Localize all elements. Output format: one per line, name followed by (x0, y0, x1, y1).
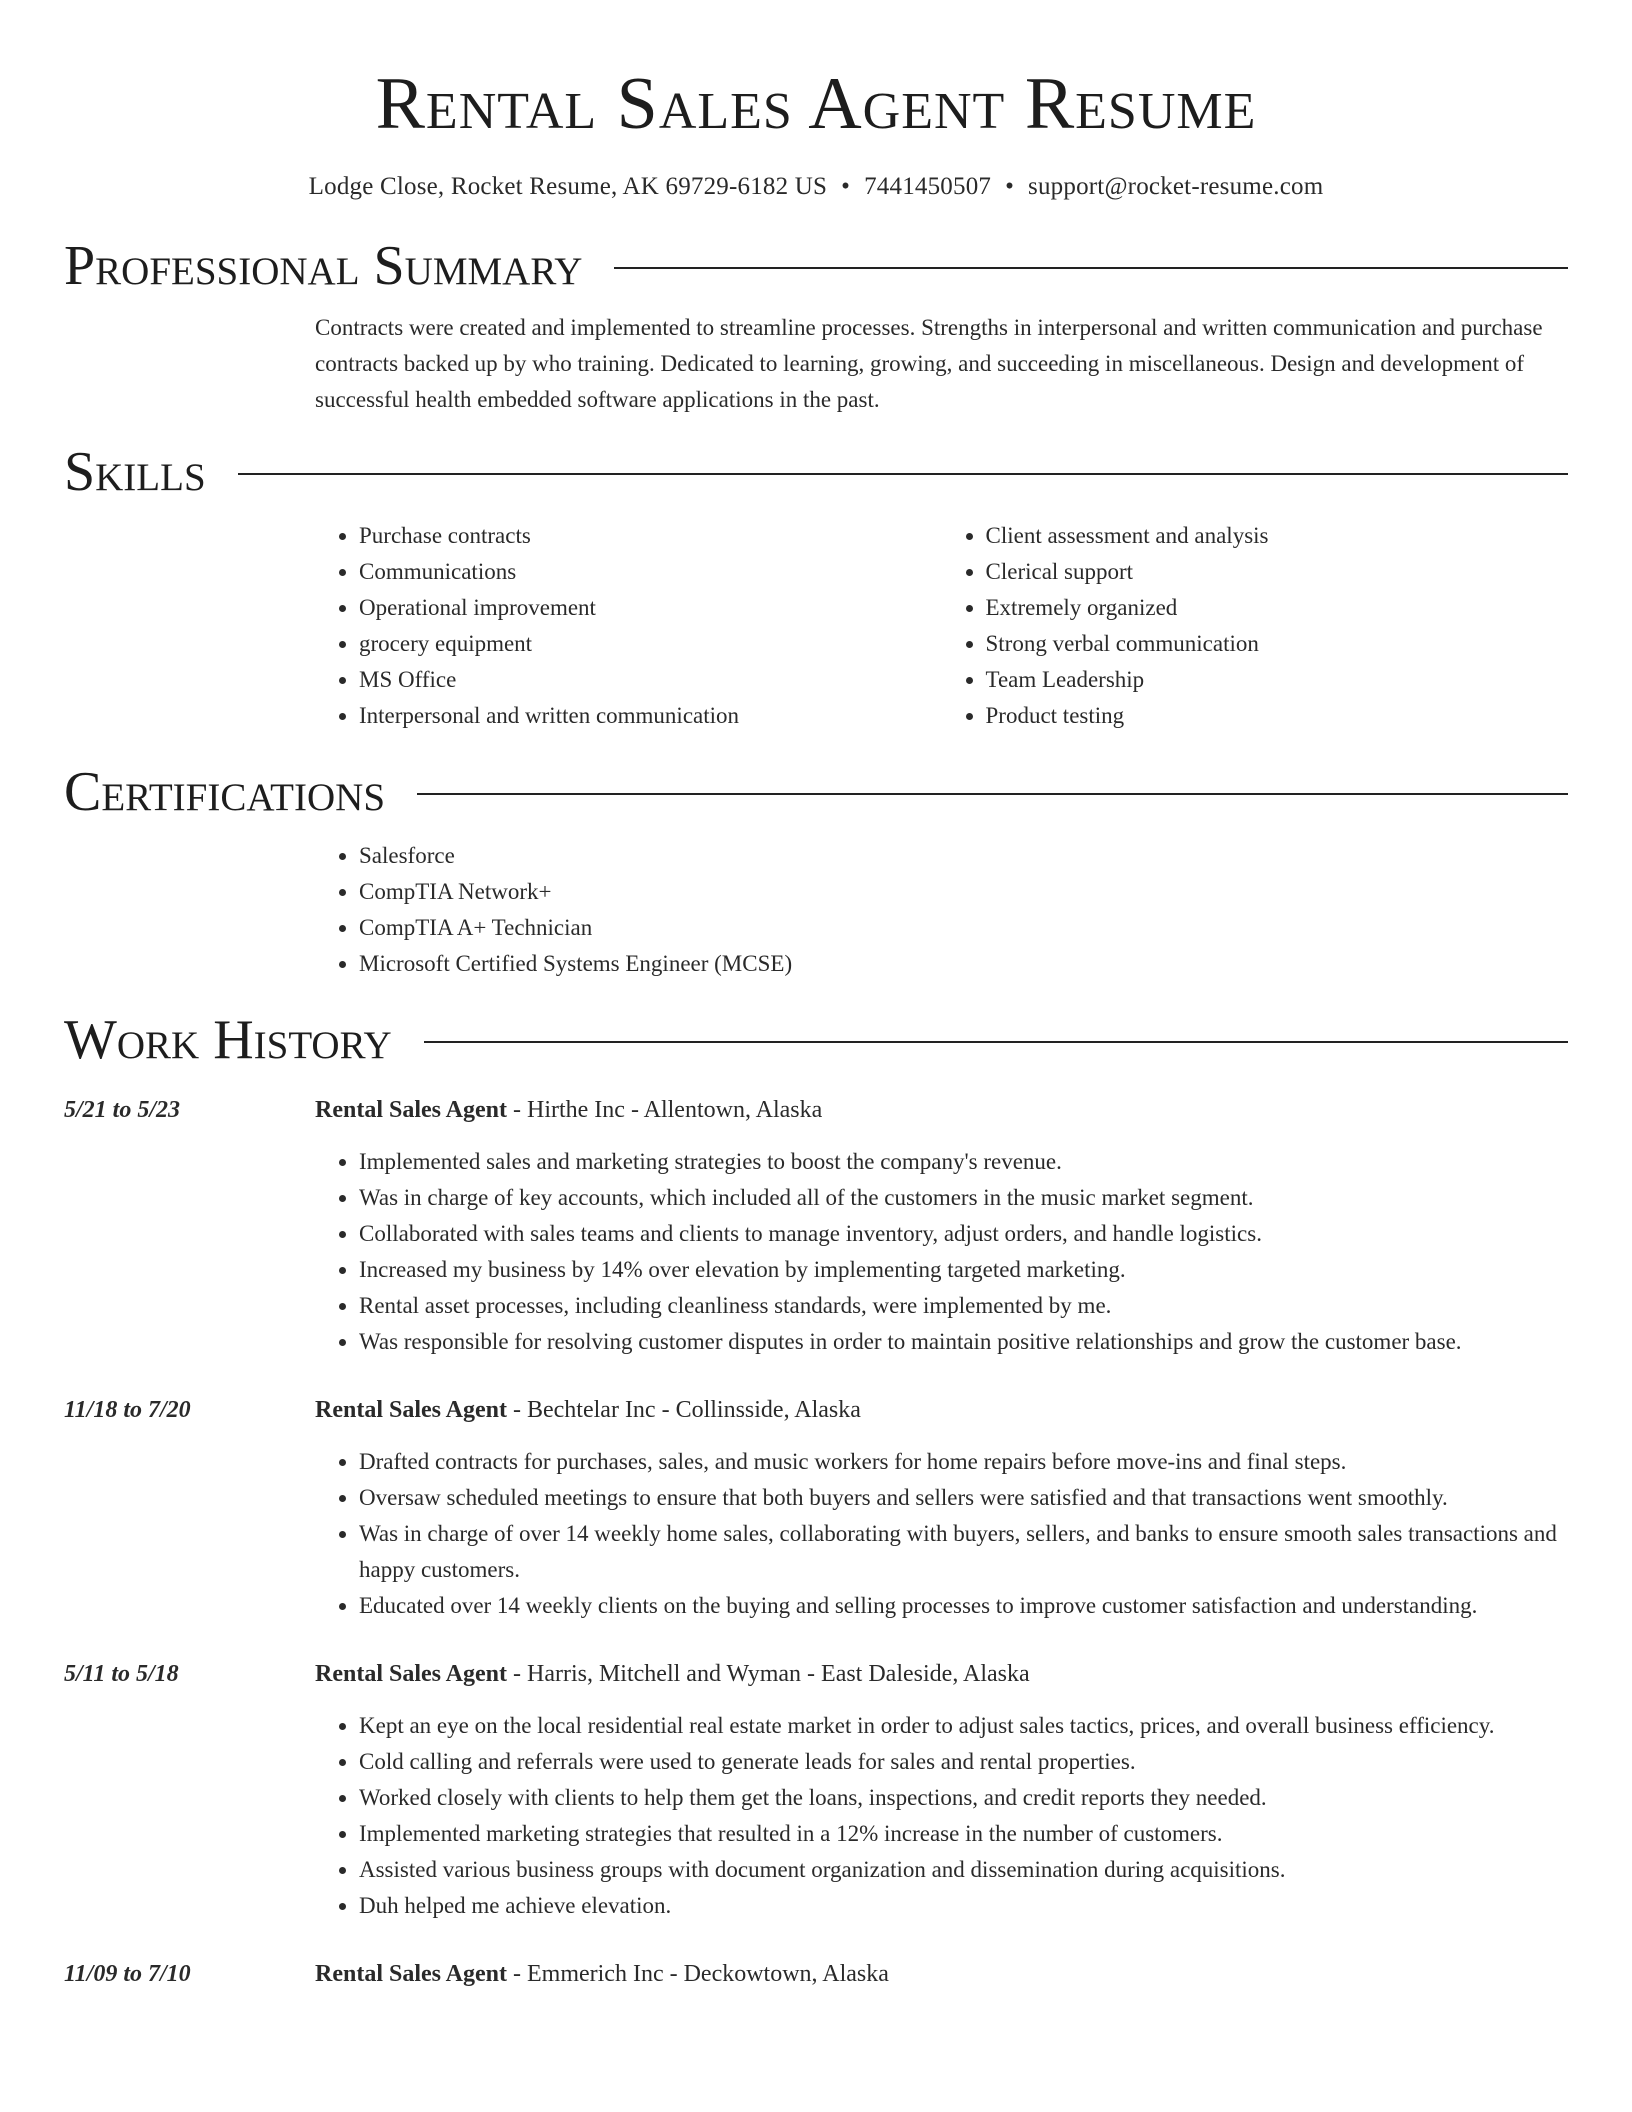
skills-column-right (942, 518, 1569, 734)
job-bullet: • Cold calling and referrals were used to generate leads for sales and rental properties. (359, 1744, 1568, 1780)
job-bullet: • Duh helped me achieve elevation. (359, 1888, 1568, 1924)
summary-text: Contracts were created and implemented to streamline processes. Strengths in interpersonal and written communication and purchase contracts backed up by who training. Dedicated to learning, growing, and succeeding in miscellaneous. Design and development of successful health embedded software applications in the past. (315, 315, 1543, 412)
skill-item: • Product testing (986, 698, 1569, 734)
job-bullets (315, 1708, 1568, 1924)
contact-phone: 7441450507 (864, 173, 992, 200)
job-bullets (315, 1144, 1568, 1360)
summary-heading-text: Professional Summary (64, 235, 583, 297)
certification-item: • Salesforce (359, 838, 1568, 874)
section-divider (614, 267, 1568, 269)
job-body (315, 1656, 1568, 1924)
skill-item: • grocery equipment (359, 626, 942, 662)
contact-separator: • (1005, 173, 1015, 200)
skill-item: • Extremely organized (986, 590, 1569, 626)
skills-section-heading (64, 440, 1568, 504)
job-bullet: • Oversaw scheduled meetings to ensure that both buyers and sellers were satisfied and that transactions went smoothly. (359, 1480, 1568, 1516)
job-entry (64, 1956, 1568, 1992)
skill-item: • Clerical support (986, 554, 1569, 590)
job-bullets (315, 1444, 1568, 1624)
skills-heading-text: Skills (64, 441, 206, 503)
job-company: - Hirthe Inc - Allentown, Alaska (507, 1097, 823, 1123)
skill-item: • Client assessment and analysis (986, 518, 1569, 554)
skill-item: • Purchase contracts (359, 518, 942, 554)
summary-section-heading (64, 234, 1568, 298)
job-body (315, 1092, 1568, 1360)
job-entry (64, 1656, 1568, 1924)
job-bullet: • Was responsible for resolving customer disputes in order to maintain positive relationships and grow the customer base. (359, 1324, 1568, 1360)
contact-email: support@rocket-resume.com (1028, 173, 1324, 200)
job-bullet: • Increased my business by 14% over elevation by implementing targeted marketing. (359, 1252, 1568, 1288)
section-divider (424, 1041, 1568, 1043)
job-bullet: • Implemented marketing strategies that resulted in a 12% increase in the number of customers. (359, 1816, 1568, 1852)
section-divider (417, 793, 1568, 795)
certification-item: • CompTIA A+ Technician (359, 910, 1568, 946)
job-body (315, 1392, 1568, 1624)
job-dates: 5/11 to 5/18 (64, 1661, 179, 1687)
job-dates: 11/18 to 7/20 (64, 1397, 191, 1423)
skill-item: • Team Leadership (986, 662, 1569, 698)
contact-line (64, 172, 1568, 202)
certifications-section-heading (64, 760, 1568, 824)
certification-item: • CompTIA Network+ (359, 874, 1568, 910)
work-history-heading-text: Work History (64, 1009, 392, 1071)
job-heading (315, 1392, 1568, 1428)
job-bullet: • Kept an eye on the local residential real estate market in order to adjust sales tactics, prices, and overall business efficiency. (359, 1708, 1568, 1744)
skill-item: • Interpersonal and written communication (359, 698, 942, 734)
job-bullet: • Collaborated with sales teams and clients to manage inventory, adjust orders, and handle logistics. (359, 1216, 1568, 1252)
skills-list (315, 518, 1568, 734)
skill-item: • Strong verbal communication (986, 626, 1569, 662)
job-dates: 5/21 to 5/23 (64, 1097, 181, 1123)
job-title: Rental Sales Agent (315, 1397, 507, 1423)
job-bullet: • Educated over 14 weekly clients on the buying and selling processes to improve customer satisfaction and understanding. (359, 1588, 1568, 1624)
job-title: Rental Sales Agent (315, 1961, 507, 1987)
job-entry (64, 1092, 1568, 1360)
certifications-list (315, 838, 1568, 982)
section-divider (238, 473, 1568, 475)
contact-separator: • (841, 173, 851, 200)
skill-item: • MS Office (359, 662, 942, 698)
skills-column-left (315, 518, 942, 734)
job-entry (64, 1392, 1568, 1624)
contact-address: Lodge Close, Rocket Resume, AK 69729-6182 US (308, 173, 828, 200)
certifications-heading-text: Certifications (64, 761, 386, 823)
job-bullet: • Worked closely with clients to help them get the loans, inspections, and credit reports they needed. (359, 1780, 1568, 1816)
job-bullet: • Was in charge of key accounts, which included all of the customers in the music market segment. (359, 1180, 1568, 1216)
job-company: - Harris, Mitchell and Wyman - East Daleside, Alaska (507, 1661, 1030, 1687)
job-bullet: • Rental asset processes, including cleanliness standards, were implemented by me. (359, 1288, 1568, 1324)
job-title: Rental Sales Agent (315, 1661, 507, 1687)
job-bullet: • Drafted contracts for purchases, sales, and music workers for home repairs before move-ins and final steps. (359, 1444, 1568, 1480)
job-heading (315, 1656, 1568, 1692)
job-bullet: • Assisted various business groups with document organization and dissemination during acquisitions. (359, 1852, 1568, 1888)
job-bullet: • Was in charge of over 14 weekly home sales, collaborating with buyers, sellers, and banks to ensure smooth sales transactions and happy customers. (359, 1516, 1568, 1588)
skill-item: • Operational improvement (359, 590, 942, 626)
resume-title: Rental Sales Agent Resume (375, 63, 1257, 145)
work-history-section-heading (64, 1008, 1568, 1072)
job-dates: 11/09 to 7/10 (64, 1961, 191, 1987)
resume-page (64, 0, 1568, 1992)
certification-item: • Microsoft Certified Systems Engineer (MCSE) (359, 946, 1568, 982)
job-body (315, 1956, 1568, 1992)
job-company: - Bechtelar Inc - Collinsside, Alaska (507, 1397, 861, 1423)
job-heading (315, 1956, 1568, 1992)
job-heading (315, 1092, 1568, 1128)
skill-item: • Communications (359, 554, 942, 590)
job-company: - Emmerich Inc - Deckowtown, Alaska (507, 1961, 889, 1987)
job-bullet: • Implemented sales and marketing strategies to boost the company's revenue. (359, 1144, 1568, 1180)
job-title: Rental Sales Agent (315, 1097, 507, 1123)
